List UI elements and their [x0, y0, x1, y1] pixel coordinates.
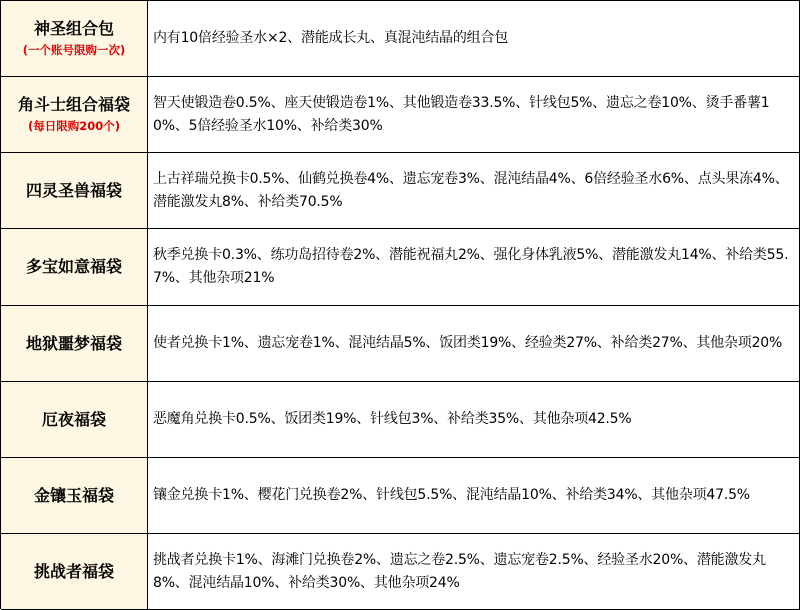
- bag-name-cell: [1, 534, 148, 609]
- bag-content: 上古祥瑞兑换卡0.5%、仙鹤兑换卷4%、遗忘宠卷3%、混沌结晶4%、6倍经验圣水6%、点头果冻4%、潜能激发丸8%、补给类70.5%: [153, 170, 789, 210]
- bag-content: 挑战者兑换卡1%、海滩门兑换卷2%、遗忘之卷2.5%、遗忘宠卷2.5%、经验圣水20%、潜能激发丸8%、混沌结晶10%、补给类30%、其他杂项24%: [153, 551, 766, 591]
- bag-content: 镶金兑换卡1%、樱花门兑换卷2%、针线包5.5%、混沌结晶10%、补给类34%、其他杂项47.5%: [153, 487, 750, 503]
- bag-name-cell: [1, 382, 148, 457]
- purchase-limit-note: (每日限购200个): [27, 119, 121, 133]
- bag-content-cell: [148, 306, 800, 381]
- bag-content: 秋季兑换卡0.3%、练功岛招待卷2%、潜能祝福丸2%、强化身体乳液5%、潜能激发丸14%、补给类55.7%、其他杂项21%: [153, 247, 789, 286]
- bag-name-cell: [1, 77, 148, 152]
- bag-content-cell: [148, 153, 800, 228]
- bag-name-cell: [1, 229, 148, 305]
- table-row: [1, 382, 800, 458]
- bag-name: 地狱噩梦福袋: [25, 333, 122, 353]
- bag-content: 恶魔角兑换卡0.5%、饭团类19%、针线包3%、补给类35%、其他杂项42.5%: [153, 411, 632, 427]
- table-row: [1, 306, 800, 382]
- bag-name-cell: [1, 306, 148, 381]
- bag-content: 使者兑换卡1%、遗忘宠卷1%、混沌结晶5%、饭团类19%、经验类27%、补给类27%、其他杂项20%: [153, 335, 783, 351]
- bag-name: 多宝如意福袋: [25, 257, 122, 276]
- purchase-limit-note: (一个账号限购一次): [22, 43, 126, 57]
- bag-content: 内有10倍经验圣水×2、潜能成长丸、真混沌结晶的组合包: [153, 30, 509, 46]
- table-row: [1, 153, 800, 229]
- bag-name: 厄夜福袋: [41, 409, 106, 429]
- table-row: [1, 458, 800, 534]
- bag-name: 四灵圣兽福袋: [25, 180, 122, 200]
- bag-name-cell: [1, 1, 148, 76]
- bag-content-cell: [148, 382, 800, 457]
- table-row: [1, 1, 800, 77]
- bag-name: 神圣组合包: [33, 19, 114, 38]
- bag-name: 金镶玉福袋: [33, 485, 114, 505]
- bag-name: 挑战者福袋: [33, 561, 114, 581]
- bag-content: 智天使锻造卷0.5%、座天使锻造卷1%、其他锻造卷33.5%、针线包5%、遗忘之卷10%、烫手番薯10%、5倍经验圣水10%、补给类30%: [153, 94, 770, 134]
- bag-content-cell: [148, 458, 800, 533]
- table-row: [1, 534, 800, 610]
- bag-content-cell: [148, 77, 800, 152]
- bag-content-cell: [148, 1, 800, 76]
- bag-content-cell: [148, 229, 800, 305]
- bag-name-cell: [1, 458, 148, 533]
- bag-content-cell: [148, 534, 800, 609]
- table-row: [1, 77, 800, 153]
- bag-name: 角斗士组合福袋: [17, 95, 130, 114]
- table-row: [1, 229, 800, 306]
- bag-name-cell: [1, 153, 148, 228]
